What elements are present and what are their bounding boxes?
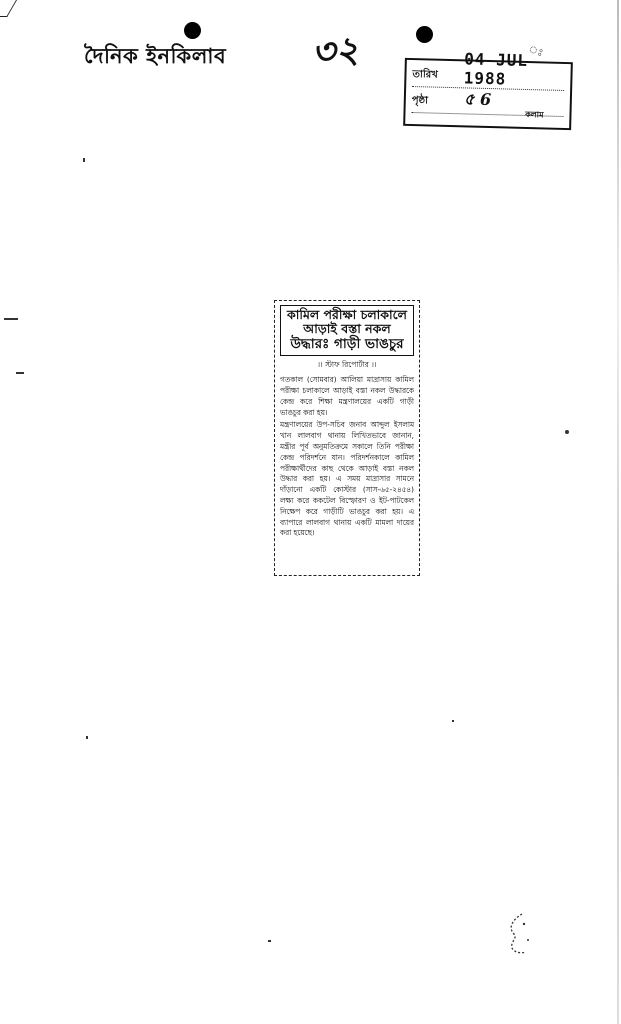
scan-speck [268, 940, 271, 942]
clipping-paragraph: গতকাল (সোমবার) আলিয়া মাদ্রাসায় কামিল পরীক্ষা চলাকালে আড়াই বস্তা নকল উদ্ধারকে কেন্দ্র করে শিক্ষা মন্ত্রণালয়ের একটি গাড়ী ভাঙচুর করা হয়। [280, 375, 414, 417]
punch-hole-icon [416, 26, 433, 43]
scan-speck [4, 318, 18, 320]
scan-speck [86, 736, 88, 739]
scan-speck [452, 720, 454, 722]
headline-line: আড়াই বস্তা নকল [303, 321, 391, 337]
stamp-date-value: 04 JUL 1988 [463, 49, 529, 89]
newspaper-name: দৈনিক ইনকিলাব [84, 44, 227, 68]
page-right-edge [617, 0, 619, 1024]
clipping-headline [280, 305, 414, 356]
stamp-page-label: পৃষ্ঠা [411, 95, 429, 107]
stamp-page-value: ৫ 6 [463, 89, 492, 110]
headline-line: উদ্ধারঃ গাড়ী ভাঙচুর [290, 335, 404, 352]
clipping-paragraph: মন্ত্রণালয়ের উপ-সচিব জনাব আব্দুল ইসলাম খান লালবাগ থানায় লিখিতভাবে জানান, মন্ত্রীর পূর্ব অনুমতিক্রমে সকালে তিনি পরীক্ষা কেন্দ্র পরিদর্শনে যান। পরিদর্শনকালে কামিল পরীক্ষার্থীদের কাছ থেকে আড়াই বস্তা নকল উদ্ধার করা হয়। এ সময় মাদ্রাসার সামনে দাঁড়ানো একটি কোস্টার (সাস-৬৫-২৪৫৪) লক্ষ্য করে ককটেল বিস্ফোরণ ও ইট-পাটকেল নিক্ষেপ করে গাড়ীটি ভাঙচুর করা হয়। এ ব্যাপারে লালবাগ থানায় একটি মামলা দায়ের করা হয়েছে। [280, 420, 414, 538]
clipping-byline: ।। স্টাফ রিপোর্টার ।। [317, 360, 377, 370]
scan-speck [83, 158, 85, 162]
news-clipping [274, 300, 420, 576]
headline-line: কামিল পরীক্ষা চলাকালে [287, 307, 407, 322]
page-number: ৩২ [310, 28, 361, 74]
stamp-column-label: কলাম [525, 109, 544, 120]
page-corner-fold [0, 0, 17, 17]
stamp-date-label: তারিখ [412, 69, 438, 81]
pencil-mark-icon: ঃ [526, 43, 545, 60]
scan-speck [565, 430, 569, 434]
scan-speck [16, 372, 24, 374]
scribble-icon [504, 912, 534, 956]
punch-hole-icon [184, 22, 201, 39]
date-stamp [403, 49, 573, 130]
